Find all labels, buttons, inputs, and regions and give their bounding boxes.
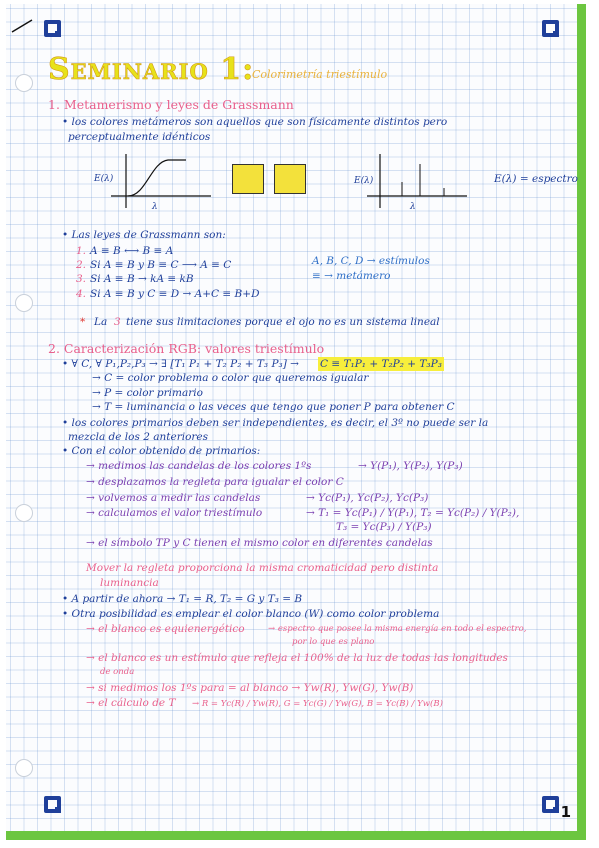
metamer-legend: ≡ → metámero bbox=[312, 270, 391, 282]
obtain-intro: • Con el color obtenido de primarios: bbox=[62, 445, 261, 457]
step-result: → T₁ = Yc(P₁) / Y(P₁), T₂ = Yc(P₂) / Y(P₂), bbox=[306, 507, 520, 519]
white-equienergetic-note-cont: por lo que es plano bbox=[292, 637, 375, 647]
t-calculation-formula: → R = Yc(R) / Yw(R), G = Yc(G) / Yw(G), B = Yc(B) / Yw(B) bbox=[192, 699, 443, 709]
page-subtitle: Colorimetría triestímulo bbox=[252, 68, 388, 81]
page-number: 1 bbox=[560, 803, 571, 821]
note-asterisk: * bbox=[80, 316, 86, 328]
graph2-x-label: λ bbox=[410, 202, 416, 212]
bottom-right-corner-mark bbox=[542, 796, 559, 813]
binder-hole bbox=[15, 504, 33, 522]
spectrum-graph-lines bbox=[362, 152, 472, 214]
metamer-sample-square bbox=[274, 164, 306, 194]
regleta-note-cont: luminancia bbox=[100, 577, 159, 589]
law-number: 3. bbox=[76, 273, 87, 285]
pen-stroke-mark bbox=[10, 18, 36, 34]
metamer-definition: • los colores metámeros son aquellos que son físicamente distintos pero bbox=[62, 116, 448, 128]
step-item: → volvemos a medir las candelas bbox=[86, 492, 261, 504]
binder-hole bbox=[15, 759, 33, 777]
symbol-note: → el símbolo TP y C tienen el mismo color en diferentes candelas bbox=[86, 537, 433, 549]
rgb-formula-highlight: C ≡ T₁P₁ + T₂P₂ + T₃P₃ bbox=[320, 358, 442, 370]
law-number: 2. bbox=[76, 259, 87, 271]
white-equienergetic-note: → espectro que posee la misma energía en todo el espectro, bbox=[268, 624, 527, 634]
metamer-definition-cont: perceptualmente idénticos bbox=[68, 131, 211, 143]
step-item: → medimos las candelas de los colores 1ºs bbox=[86, 460, 312, 472]
graph1-y-label: E(λ) bbox=[94, 174, 114, 184]
note-text: La bbox=[94, 316, 108, 328]
white-equienergetic: → el blanco es equienergético bbox=[86, 623, 245, 635]
t3-formula: T₃ = Yc(P₃) / Y(P₃) bbox=[336, 521, 432, 533]
laws-intro: • Las leyes de Grassmann son: bbox=[62, 229, 226, 241]
top-right-corner-mark bbox=[542, 20, 559, 37]
law-number: 1. bbox=[76, 245, 87, 257]
white-stimulus: → el blanco es un estímulo que refleja el 100% de la luz de todas las longitudes bbox=[86, 652, 508, 664]
white-stimulus-cont: de onda bbox=[100, 667, 135, 677]
law-number: 4. bbox=[76, 288, 87, 300]
section-1-heading: 1. Metamerismo y leyes de Grassmann bbox=[48, 97, 294, 112]
law-text: Si A ≡ B y C ≡ D → A+C ≡ B+D bbox=[90, 288, 260, 300]
graph1-x-label: λ bbox=[152, 202, 158, 212]
bottom-left-corner-mark bbox=[44, 796, 61, 813]
def-item: → T = luminancia o las veces que tengo que poner P para obtener C bbox=[92, 401, 455, 413]
note-law-number: 3 bbox=[114, 316, 121, 328]
independence-note: • los colores primarios deben ser independientes, es decir, el 3º no puede ser la bbox=[62, 417, 489, 429]
metamer-sample-square bbox=[232, 164, 264, 194]
page-title: Seminario 1: bbox=[48, 52, 255, 87]
white-measure: → si medimos los 1ºs para = al blanco → Yw(R), Yw(G), Yw(B) bbox=[86, 682, 414, 694]
def-item: → P = color primario bbox=[92, 387, 203, 399]
step-result: → Yc(P₁), Yc(P₂), Yc(P₃) bbox=[306, 492, 429, 504]
law-text: Si A ≡ B → kA ≡ kB bbox=[90, 273, 194, 285]
white-intro: • Otra posibilidad es emplear el color blanco (W) como color problema bbox=[62, 608, 440, 620]
binder-hole bbox=[15, 74, 33, 92]
def-item: → C = color problema o color que queremos igualar bbox=[92, 372, 369, 384]
notebook-page bbox=[6, 4, 586, 840]
spectrum-note: E(λ) = espectro bbox=[494, 173, 578, 185]
note-text-rest: tiene sus limitaciones porque el ojo no es un sistema lineal bbox=[126, 316, 440, 328]
binder-hole bbox=[15, 294, 33, 312]
spectrum-graph-sigmoid bbox=[106, 152, 216, 214]
step-result: → Y(P₁), Y(P₂), Y(P₃) bbox=[358, 460, 463, 472]
regleta-note: Mover la regleta proporciona la misma cromaticidad pero distinta bbox=[86, 562, 439, 574]
law-text: A ≡ B ⟷ B ≡ A bbox=[90, 245, 174, 257]
law-text: Si A ≡ B y B ≡ C ⟶ A ≡ C bbox=[90, 259, 232, 271]
step-item: → desplazamos la regleta para igualar el color C bbox=[86, 476, 344, 488]
step-item: → calculamos el valor triestímulo bbox=[86, 507, 263, 519]
t-calculation: → el cálculo de T bbox=[86, 697, 176, 709]
top-left-corner-mark bbox=[44, 20, 61, 37]
section-2-heading: 2. Caracterización RGB: valores triestímulo bbox=[48, 341, 325, 356]
graph2-y-label: E(λ) bbox=[354, 176, 374, 186]
stimuli-legend: A, B, C, D → estímulos bbox=[312, 255, 430, 267]
independence-note-cont: mezcla de los 2 anteriores bbox=[68, 431, 209, 443]
from-now-note: • A partir de ahora → T₁ = R, T₂ = G y T₃ = B bbox=[62, 593, 303, 605]
rgb-formula: • ∀ C, ∀ P₁,P₂,P₃ → ∃ [T₁ P₁ + T₂ P₂ + T₃ P₃] → bbox=[62, 358, 299, 370]
